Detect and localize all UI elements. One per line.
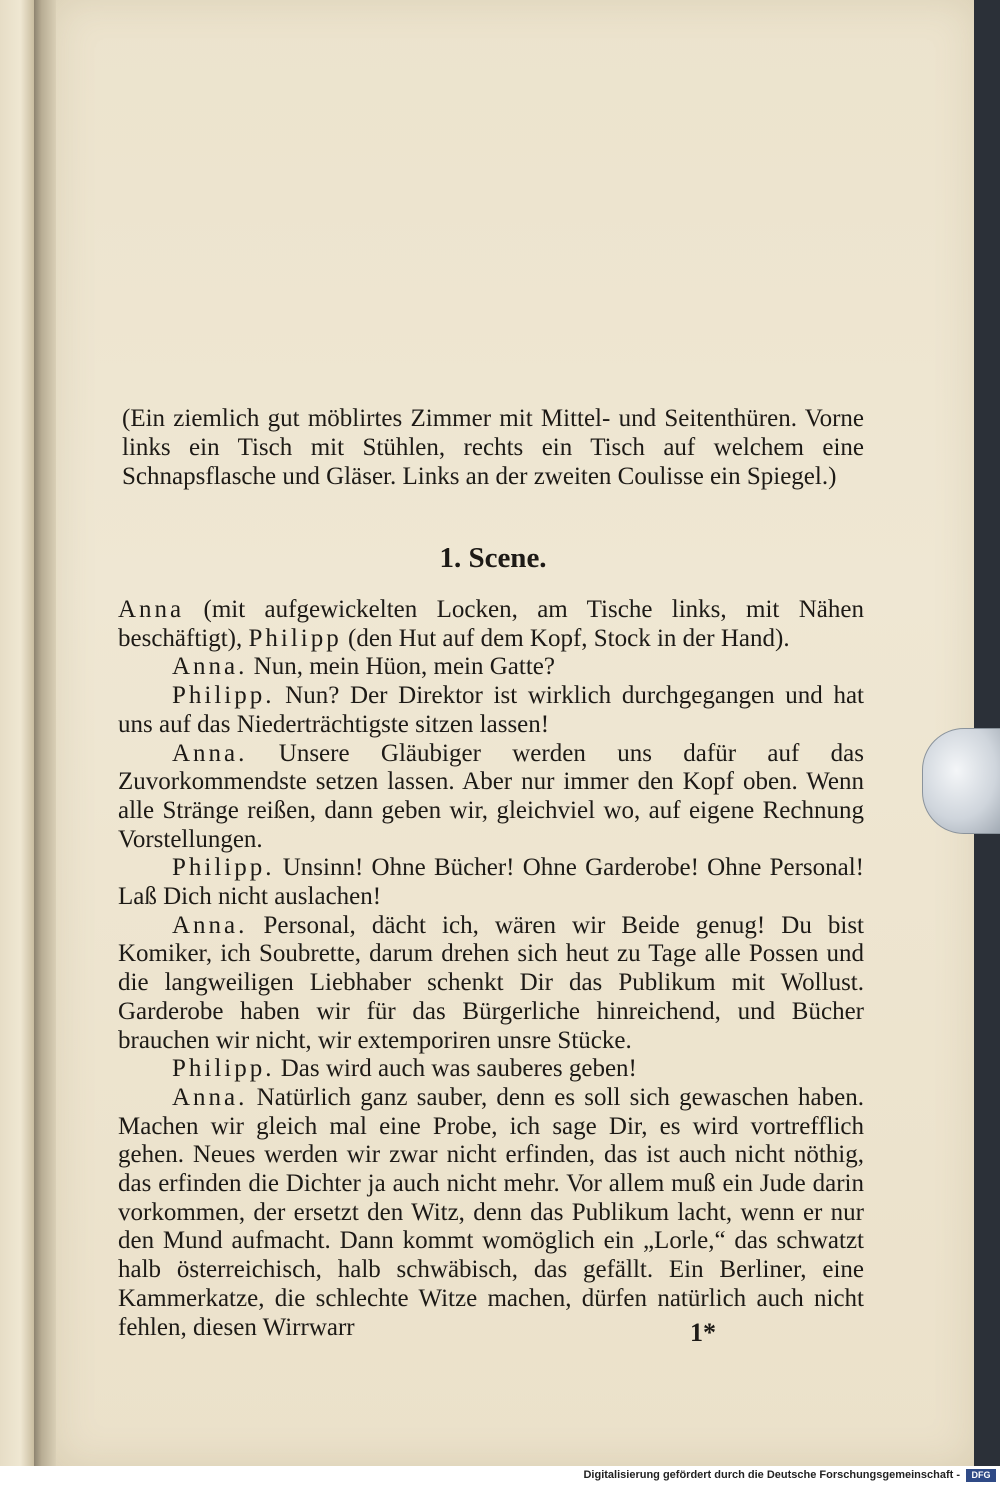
speaker-name: Anna. bbox=[172, 1083, 248, 1111]
speaker-name: Anna. bbox=[172, 911, 248, 939]
paragraph bbox=[118, 912, 864, 1056]
scene-heading: 1. Scene. bbox=[439, 542, 547, 574]
footer-bar bbox=[0, 1466, 1000, 1486]
binding-shadow bbox=[34, 0, 56, 1466]
paragraph bbox=[118, 682, 864, 739]
dialogue-text bbox=[118, 596, 864, 1342]
paragraph-text: Unsinn! Ohne Bücher! Ohne Garderobe! Ohne Personal! Laß Dich nicht auslachen! bbox=[118, 854, 864, 911]
speaker-name: Anna bbox=[118, 596, 185, 623]
binding-strip bbox=[0, 0, 34, 1466]
speaker-name: Philipp. bbox=[172, 854, 275, 882]
paragraph-text: Nun? Der Direktor ist wirklich durchgegangen und hat uns auf das Niederträchtigste sitzen lassen! bbox=[118, 682, 864, 738]
paragraph-text: Personal, dächt ich, wären wir Beide genug! Du bist Komiker, ich Soubrette, darum drehen sich heut zu Tage alle Possen und die langweiligen Liebhaber schenkt Dir das Publikum mit Wollust. Garderobe haben wir für das Bürgerliche hinreichend, und Bücher brauchen wir nicht, wir extemporiren unsre Stücke. bbox=[118, 911, 864, 1054]
paragraph bbox=[118, 653, 864, 682]
paragraph bbox=[118, 1055, 864, 1084]
footer-credit[interactable]: Digitalisierung gefördert durch die Deutsche Forschungsgemeinschaft - bbox=[583, 1469, 960, 1481]
speaker-name: Philipp. bbox=[172, 682, 275, 710]
speaker-name: Anna. bbox=[172, 739, 248, 767]
paragraph bbox=[118, 596, 864, 653]
paragraph-text: (mit aufgewickelten Locken, am Tische links, mit Nähen beschäftigt), bbox=[118, 596, 864, 652]
paragraph-text: Das wird auch was sauberes geben! bbox=[274, 1055, 637, 1083]
paragraph bbox=[118, 1084, 864, 1342]
speaker-name: Philipp. bbox=[172, 1055, 275, 1083]
paragraph-text: Unsere Gläubiger werden uns dafür auf das Zuvorkommendste setzen lassen. Aber nur immer den Kopf oben. Wenn alle Stränge reißen, dann geben wir, gleichviel wo, auf eigene Rechnung Vorstellungen. bbox=[118, 739, 864, 853]
dfg-logo[interactable]: DFG bbox=[966, 1469, 996, 1482]
paragraph-text: Natürlich ganz sauber, denn es soll sich gewaschen haben. Machen wir gleich mal eine Probe, ich sage Dir, es wird vortrefflich gehen. Neues werden wir zwar nicht erfinden, das ist auch nicht nöthig, das erfinden die Dichter ja auch nicht mehr. Vor allem muß ein Jude darin vorkommen, der ersetzt den Witz, denn das Publikum lacht, wenn er nur den Mund aufmacht. Dann kommt womöglich ein „Lorle,“ das schwatzt halb österreichisch, halb schwäbisch, das gefällt. Ein Berliner, eine Kammerkatze, die schlechte Witze machen, dürfen natürlich auch nicht fehlen, diesen Wirrwarr bbox=[118, 1083, 864, 1341]
stage-direction: (Ein ziemlich gut möblirtes Zimmer mit Mittel- und Seitenthüren. Vorne links ein Tisch mit Stühlen, rechts ein Tisch auf welchem eine Schnapsflasche und Gläser. Links an der zweiten Coulisse ein Spiegel.) bbox=[122, 405, 864, 490]
page-clip bbox=[922, 728, 1000, 834]
paragraph-text: (den Hut auf dem Kopf, Stock in der Hand). bbox=[341, 624, 790, 652]
page-number: 1* bbox=[690, 1318, 716, 1347]
speaker-name: Anna. bbox=[172, 653, 248, 681]
paragraph bbox=[118, 854, 864, 911]
speaker-name: Philipp bbox=[248, 624, 342, 652]
paragraph-text: Nun, mein Hüon, mein Gatte? bbox=[247, 653, 555, 681]
paragraph bbox=[118, 740, 864, 855]
